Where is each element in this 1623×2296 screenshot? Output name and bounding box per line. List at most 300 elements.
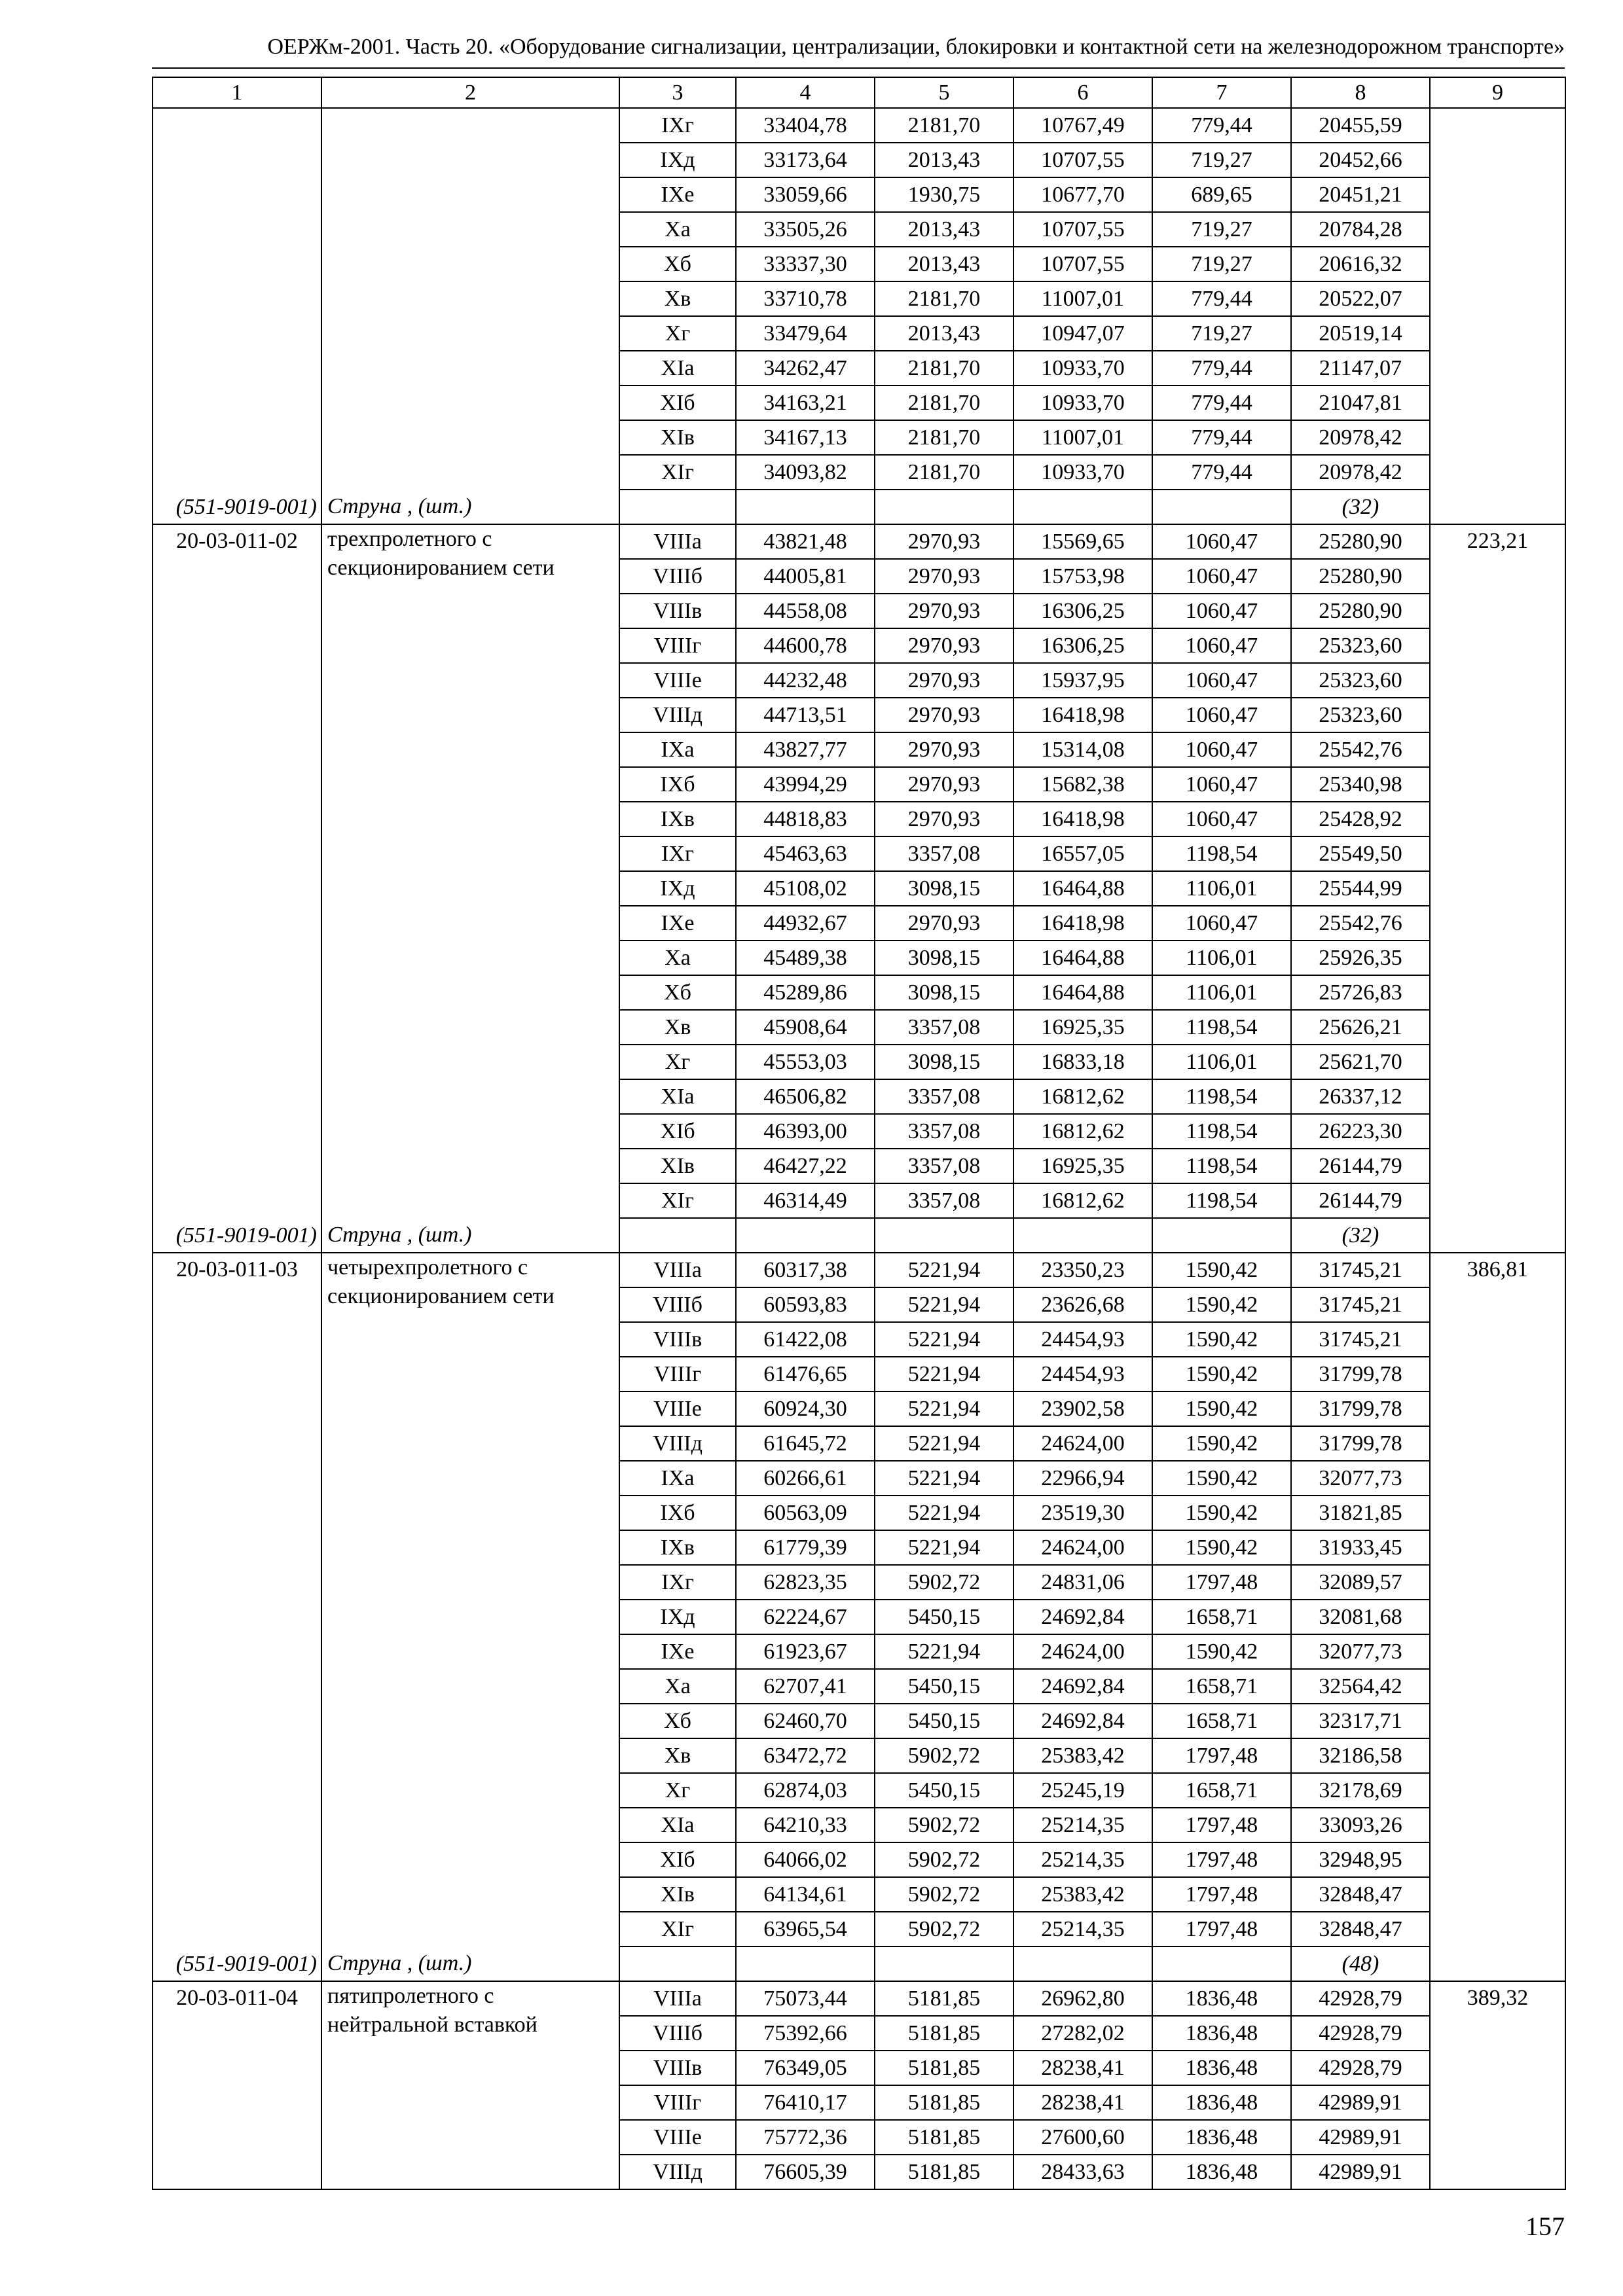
cell-col-4: 76605,39 xyxy=(736,2155,875,2189)
material-name: Струна , (шт.) xyxy=(321,490,619,524)
cell-col-7: 1590,42 xyxy=(1152,1530,1291,1565)
cell-col-8: 25340,98 xyxy=(1291,767,1430,802)
cell-col-8: 25280,90 xyxy=(1291,559,1430,594)
cell-col-6: 15314,08 xyxy=(1013,732,1152,767)
cell-col-4: 60317,38 xyxy=(736,1253,875,1287)
cell-col-7: 1106,01 xyxy=(1152,871,1291,906)
cell-col-7: 1060,47 xyxy=(1152,767,1291,802)
cell-col-5: 2970,93 xyxy=(875,698,1013,732)
cell-col-5: 2970,93 xyxy=(875,767,1013,802)
cell-col-8: 20451,21 xyxy=(1291,177,1430,212)
cell-col-7: 1060,47 xyxy=(1152,906,1291,941)
cell-col-4: 61779,39 xyxy=(736,1530,875,1565)
cell-col-4: 45489,38 xyxy=(736,941,875,975)
cell-col-8: 31799,78 xyxy=(1291,1426,1430,1461)
cell-col-8: 26144,79 xyxy=(1291,1183,1430,1218)
material-empty-cell xyxy=(736,1946,875,1981)
column-header-8: 8 xyxy=(1291,77,1430,108)
cell-col-8: 31821,85 xyxy=(1291,1496,1430,1530)
cell-col-6: 16812,62 xyxy=(1013,1114,1152,1149)
cell-col-6: 10947,07 xyxy=(1013,316,1152,351)
cell-col-6: 16306,25 xyxy=(1013,594,1152,628)
row-zone: Xг xyxy=(619,316,736,351)
column-header-3: 3 xyxy=(619,77,736,108)
cell-col-8: 26223,30 xyxy=(1291,1114,1430,1149)
material-empty-cell xyxy=(736,1218,875,1253)
price-table xyxy=(152,77,1566,2190)
cell-col-5: 5902,72 xyxy=(875,1565,1013,1600)
cell-col-4: 45908,64 xyxy=(736,1010,875,1045)
cell-col-7: 1590,42 xyxy=(1152,1496,1291,1530)
cell-col-4: 60924,30 xyxy=(736,1391,875,1426)
cell-col-8: 25542,76 xyxy=(1291,906,1430,941)
cell-col-5: 1930,75 xyxy=(875,177,1013,212)
cell-col-7: 1836,48 xyxy=(1152,2016,1291,2051)
cell-col-5: 5221,94 xyxy=(875,1253,1013,1287)
material-empty-cell xyxy=(1152,1218,1291,1253)
cell-col-8: 31745,21 xyxy=(1291,1287,1430,1322)
row-zone: VIIIв xyxy=(619,594,736,628)
cell-col-6: 16418,98 xyxy=(1013,802,1152,836)
cell-col-6: 24454,93 xyxy=(1013,1357,1152,1391)
cell-col-5: 2970,93 xyxy=(875,802,1013,836)
cell-col-7: 1836,48 xyxy=(1152,2120,1291,2155)
cell-col-5: 2013,43 xyxy=(875,247,1013,281)
cell-col-6: 15753,98 xyxy=(1013,559,1152,594)
cell-col-6: 23519,30 xyxy=(1013,1496,1152,1530)
cell-col-7: 719,27 xyxy=(1152,316,1291,351)
cell-col-7: 1198,54 xyxy=(1152,836,1291,871)
cell-col-7: 1658,71 xyxy=(1152,1669,1291,1704)
cell-col-7: 1060,47 xyxy=(1152,802,1291,836)
cell-col-4: 43821,48 xyxy=(736,524,875,559)
cell-col-6: 23902,58 xyxy=(1013,1391,1152,1426)
cell-col-6: 16418,98 xyxy=(1013,698,1152,732)
cell-col-8: 32077,73 xyxy=(1291,1634,1430,1669)
cell-col-6: 22966,94 xyxy=(1013,1461,1152,1496)
material-row xyxy=(153,1218,1565,1253)
table-row xyxy=(153,1981,1565,2016)
cell-col-6: 16464,88 xyxy=(1013,975,1152,1010)
cell-col-6: 24624,00 xyxy=(1013,1634,1152,1669)
cell-col-8: 42928,79 xyxy=(1291,2016,1430,2051)
cell-col-4: 60563,09 xyxy=(736,1496,875,1530)
cell-col-6: 25214,35 xyxy=(1013,1842,1152,1877)
cell-col-5: 5221,94 xyxy=(875,1322,1013,1357)
row-zone: VIIIе xyxy=(619,2120,736,2155)
cell-col-6: 28238,41 xyxy=(1013,2085,1152,2120)
cell-col-5: 3357,08 xyxy=(875,1183,1013,1218)
cell-col-5: 5181,85 xyxy=(875,2155,1013,2189)
row-zone: IXе xyxy=(619,177,736,212)
cell-col-5: 5902,72 xyxy=(875,1738,1013,1773)
row-zone: IXг xyxy=(619,108,736,143)
cell-col-6: 27282,02 xyxy=(1013,2016,1152,2051)
cell-col-7: 719,27 xyxy=(1152,143,1291,177)
cell-col-6: 10707,55 xyxy=(1013,143,1152,177)
cell-col-8: 25323,60 xyxy=(1291,628,1430,663)
cell-col-4: 33337,30 xyxy=(736,247,875,281)
cell-col-6: 25214,35 xyxy=(1013,1912,1152,1946)
column-header-1: 1 xyxy=(153,77,321,108)
cell-col-7: 1590,42 xyxy=(1152,1634,1291,1669)
row-zone: IXб xyxy=(619,1496,736,1530)
cell-col-8: 32081,68 xyxy=(1291,1600,1430,1634)
row-zone: Xа xyxy=(619,1669,736,1704)
row-zone: XIг xyxy=(619,1912,736,1946)
material-empty-cell xyxy=(619,1218,736,1253)
material-empty-cell xyxy=(1152,490,1291,524)
row-zone: IXд xyxy=(619,1600,736,1634)
cell-col-4: 44005,81 xyxy=(736,559,875,594)
cell-col-8: 20978,42 xyxy=(1291,455,1430,490)
material-empty-cell xyxy=(875,490,1013,524)
cell-col-7: 1060,47 xyxy=(1152,628,1291,663)
cell-col-7: 1198,54 xyxy=(1152,1183,1291,1218)
row-zone: IXа xyxy=(619,732,736,767)
cell-col-7: 1658,71 xyxy=(1152,1773,1291,1808)
cell-col-5: 2970,93 xyxy=(875,559,1013,594)
row-name: трехпролетного с секционированием сети xyxy=(321,524,619,1218)
column-header-row xyxy=(153,77,1565,108)
cell-col-4: 63472,72 xyxy=(736,1738,875,1773)
cell-col-8: 25621,70 xyxy=(1291,1045,1430,1079)
cell-col-7: 719,27 xyxy=(1152,247,1291,281)
row-zone: VIIIг xyxy=(619,628,736,663)
cell-col-4: 61645,72 xyxy=(736,1426,875,1461)
cell-col-9: 386,81 xyxy=(1430,1253,1565,1981)
cell-col-5: 3357,08 xyxy=(875,1149,1013,1183)
row-zone: VIIIб xyxy=(619,2016,736,2051)
cell-col-8: 32848,47 xyxy=(1291,1877,1430,1912)
cell-col-6: 16812,62 xyxy=(1013,1079,1152,1114)
cell-col-8: 32848,47 xyxy=(1291,1912,1430,1946)
row-zone: Xв xyxy=(619,1738,736,1773)
cell-col-4: 43994,29 xyxy=(736,767,875,802)
cell-col-4: 61923,67 xyxy=(736,1634,875,1669)
cell-col-8: 31799,78 xyxy=(1291,1357,1430,1391)
column-header-9: 9 xyxy=(1430,77,1565,108)
cell-col-5: 5902,72 xyxy=(875,1877,1013,1912)
cell-col-5: 2181,70 xyxy=(875,420,1013,455)
cell-col-5: 3357,08 xyxy=(875,836,1013,871)
cell-col-7: 1658,71 xyxy=(1152,1600,1291,1634)
row-zone: VIIIг xyxy=(619,1357,736,1391)
cell-col-5: 5450,15 xyxy=(875,1600,1013,1634)
cell-col-4: 33173,64 xyxy=(736,143,875,177)
cell-col-5: 2970,93 xyxy=(875,628,1013,663)
cell-col-8: 20784,28 xyxy=(1291,212,1430,247)
cell-col-6: 27600,60 xyxy=(1013,2120,1152,2155)
cell-col-5: 5902,72 xyxy=(875,1912,1013,1946)
cell-col-4: 46314,49 xyxy=(736,1183,875,1218)
cell-col-4: 64066,02 xyxy=(736,1842,875,1877)
material-quantity: (32) xyxy=(1291,1218,1430,1253)
cell-col-7: 1590,42 xyxy=(1152,1461,1291,1496)
cell-col-9: 389,32 xyxy=(1430,1981,1565,2189)
cell-col-6: 24624,00 xyxy=(1013,1426,1152,1461)
row-zone: Xв xyxy=(619,1010,736,1045)
cell-col-5: 3098,15 xyxy=(875,941,1013,975)
cell-col-7: 779,44 xyxy=(1152,108,1291,143)
cell-col-6: 10933,70 xyxy=(1013,455,1152,490)
row-zone: IXг xyxy=(619,836,736,871)
row-zone: VIIIе xyxy=(619,663,736,698)
row-zone: VIIIа xyxy=(619,524,736,559)
cell-col-6: 16812,62 xyxy=(1013,1183,1152,1218)
cell-col-4: 63965,54 xyxy=(736,1912,875,1946)
cell-col-7: 1797,48 xyxy=(1152,1912,1291,1946)
cell-col-5: 5221,94 xyxy=(875,1426,1013,1461)
cell-col-5: 5221,94 xyxy=(875,1391,1013,1426)
cell-col-7: 1797,48 xyxy=(1152,1842,1291,1877)
cell-col-6: 16418,98 xyxy=(1013,906,1152,941)
material-empty-cell xyxy=(1013,1218,1152,1253)
cell-col-4: 60593,83 xyxy=(736,1287,875,1322)
row-code xyxy=(153,108,321,490)
material-code: (551-9019-001) xyxy=(153,1218,321,1253)
cell-col-5: 2970,93 xyxy=(875,594,1013,628)
cell-col-7: 1836,48 xyxy=(1152,2085,1291,2120)
cell-col-6: 11007,01 xyxy=(1013,420,1152,455)
cell-col-6: 24831,06 xyxy=(1013,1565,1152,1600)
cell-col-8: 42989,91 xyxy=(1291,2155,1430,2189)
cell-col-7: 1060,47 xyxy=(1152,559,1291,594)
cell-col-7: 1060,47 xyxy=(1152,732,1291,767)
row-zone: XIб xyxy=(619,386,736,420)
cell-col-7: 1106,01 xyxy=(1152,1045,1291,1079)
cell-col-4: 44713,51 xyxy=(736,698,875,732)
cell-col-7: 779,44 xyxy=(1152,420,1291,455)
cell-col-5: 5221,94 xyxy=(875,1634,1013,1669)
row-zone: IXв xyxy=(619,1530,736,1565)
cell-col-8: 26144,79 xyxy=(1291,1149,1430,1183)
row-zone: Xг xyxy=(619,1773,736,1808)
row-zone: Xг xyxy=(619,1045,736,1079)
cell-col-7: 1198,54 xyxy=(1152,1079,1291,1114)
cell-col-8: 32077,73 xyxy=(1291,1461,1430,1496)
cell-col-4: 62823,35 xyxy=(736,1565,875,1600)
cell-col-5: 5902,72 xyxy=(875,1808,1013,1842)
cell-col-4: 34167,13 xyxy=(736,420,875,455)
cell-col-4: 44558,08 xyxy=(736,594,875,628)
row-zone: XIв xyxy=(619,1149,736,1183)
cell-col-7: 779,44 xyxy=(1152,386,1291,420)
cell-col-6: 10767,49 xyxy=(1013,108,1152,143)
cell-col-6: 10707,55 xyxy=(1013,212,1152,247)
cell-col-7: 1590,42 xyxy=(1152,1357,1291,1391)
cell-col-6: 24454,93 xyxy=(1013,1322,1152,1357)
material-empty-cell xyxy=(875,1946,1013,1981)
cell-col-4: 62460,70 xyxy=(736,1704,875,1738)
cell-col-4: 33505,26 xyxy=(736,212,875,247)
row-code: 20-03-011-04 xyxy=(153,1981,321,2189)
material-name: Струна , (шт.) xyxy=(321,1218,619,1253)
cell-col-4: 61422,08 xyxy=(736,1322,875,1357)
row-code: 20-03-011-03 xyxy=(153,1253,321,1946)
cell-col-7: 1060,47 xyxy=(1152,663,1291,698)
header-rule xyxy=(152,67,1565,69)
cell-col-6: 16464,88 xyxy=(1013,941,1152,975)
row-zone: Xб xyxy=(619,247,736,281)
cell-col-4: 44232,48 xyxy=(736,663,875,698)
cell-col-5: 2181,70 xyxy=(875,386,1013,420)
cell-col-4: 76349,05 xyxy=(736,2051,875,2085)
cell-col-8: 25428,92 xyxy=(1291,802,1430,836)
cell-col-8: 20522,07 xyxy=(1291,281,1430,316)
cell-col-4: 44818,83 xyxy=(736,802,875,836)
cell-col-7: 1836,48 xyxy=(1152,2051,1291,2085)
cell-col-7: 1797,48 xyxy=(1152,1565,1291,1600)
row-zone: Xб xyxy=(619,1704,736,1738)
cell-col-6: 25383,42 xyxy=(1013,1877,1152,1912)
cell-col-9: 223,21 xyxy=(1430,524,1565,1253)
row-zone: Xв xyxy=(619,281,736,316)
cell-col-8: 32564,42 xyxy=(1291,1669,1430,1704)
cell-col-8: 42989,91 xyxy=(1291,2085,1430,2120)
row-zone: XIб xyxy=(619,1842,736,1877)
cell-col-6: 25245,19 xyxy=(1013,1773,1152,1808)
cell-col-7: 779,44 xyxy=(1152,455,1291,490)
cell-col-5: 5450,15 xyxy=(875,1704,1013,1738)
table-body xyxy=(153,77,1565,2189)
cell-col-5: 2970,93 xyxy=(875,524,1013,559)
row-zone: IXг xyxy=(619,1565,736,1600)
cell-col-5: 5181,85 xyxy=(875,2120,1013,2155)
cell-col-5: 5181,85 xyxy=(875,2016,1013,2051)
cell-col-8: 31745,21 xyxy=(1291,1253,1430,1287)
material-empty-cell xyxy=(1152,1946,1291,1981)
cell-col-6: 15569,65 xyxy=(1013,524,1152,559)
cell-col-5: 2970,93 xyxy=(875,906,1013,941)
cell-col-4: 62224,67 xyxy=(736,1600,875,1634)
cell-col-8: 25626,21 xyxy=(1291,1010,1430,1045)
cell-col-7: 1658,71 xyxy=(1152,1704,1291,1738)
cell-col-6: 26962,80 xyxy=(1013,1981,1152,2016)
cell-col-6: 16557,05 xyxy=(1013,836,1152,871)
material-row xyxy=(153,490,1565,524)
row-zone: XIб xyxy=(619,1114,736,1149)
cell-col-5: 2970,93 xyxy=(875,732,1013,767)
material-empty-cell xyxy=(736,490,875,524)
cell-col-5: 3357,08 xyxy=(875,1010,1013,1045)
table-row xyxy=(153,524,1565,559)
cell-col-6: 10707,55 xyxy=(1013,247,1152,281)
cell-col-4: 64210,33 xyxy=(736,1808,875,1842)
table-row xyxy=(153,108,1565,143)
column-header-4: 4 xyxy=(736,77,875,108)
row-zone: Xб xyxy=(619,975,736,1010)
cell-col-4: 61476,65 xyxy=(736,1357,875,1391)
cell-col-6: 10677,70 xyxy=(1013,177,1152,212)
material-code: (551-9019-001) xyxy=(153,490,321,524)
cell-col-7: 719,27 xyxy=(1152,212,1291,247)
cell-col-4: 34163,21 xyxy=(736,386,875,420)
cell-col-6: 24624,00 xyxy=(1013,1530,1152,1565)
column-header-5: 5 xyxy=(875,77,1013,108)
cell-col-9 xyxy=(1430,108,1565,524)
cell-col-8: 25544,99 xyxy=(1291,871,1430,906)
cell-col-7: 1106,01 xyxy=(1152,975,1291,1010)
cell-col-8: 20452,66 xyxy=(1291,143,1430,177)
cell-col-8: 26337,12 xyxy=(1291,1079,1430,1114)
cell-col-5: 3098,15 xyxy=(875,871,1013,906)
row-zone: IXд xyxy=(619,871,736,906)
cell-col-8: 32178,69 xyxy=(1291,1773,1430,1808)
cell-col-8: 20978,42 xyxy=(1291,420,1430,455)
material-empty-cell xyxy=(619,490,736,524)
cell-col-7: 1060,47 xyxy=(1152,524,1291,559)
cell-col-5: 2181,70 xyxy=(875,351,1013,386)
cell-col-6: 15682,38 xyxy=(1013,767,1152,802)
cell-col-8: 20616,32 xyxy=(1291,247,1430,281)
cell-col-7: 1836,48 xyxy=(1152,2155,1291,2189)
cell-col-7: 1590,42 xyxy=(1152,1391,1291,1426)
cell-col-6: 23350,23 xyxy=(1013,1253,1152,1287)
cell-col-7: 1590,42 xyxy=(1152,1426,1291,1461)
row-zone: VIIIа xyxy=(619,1253,736,1287)
row-zone: IXа xyxy=(619,1461,736,1496)
row-zone: XIг xyxy=(619,1183,736,1218)
cell-col-4: 60266,61 xyxy=(736,1461,875,1496)
material-empty-cell xyxy=(619,1946,736,1981)
cell-col-4: 34093,82 xyxy=(736,455,875,490)
page-header-title: ОЕРЖм-2001. Часть 20. «Оборудование сигнализации, централизации, блокировки и контактной сети на железнодорожном транспорте» xyxy=(267,35,1565,59)
cell-col-5: 5181,85 xyxy=(875,1981,1013,2016)
row-zone: IXв xyxy=(619,802,736,836)
column-header-2: 2 xyxy=(321,77,619,108)
cell-col-4: 46427,22 xyxy=(736,1149,875,1183)
cell-col-6: 10933,70 xyxy=(1013,386,1152,420)
material-code: (551-9019-001) xyxy=(153,1946,321,1981)
cell-col-4: 75073,44 xyxy=(736,1981,875,2016)
row-zone: Xа xyxy=(619,212,736,247)
cell-col-8: 20519,14 xyxy=(1291,316,1430,351)
cell-col-6: 25383,42 xyxy=(1013,1738,1152,1773)
cell-col-6: 11007,01 xyxy=(1013,281,1152,316)
cell-col-8: 33093,26 xyxy=(1291,1808,1430,1842)
row-zone: VIIIб xyxy=(619,1287,736,1322)
row-zone: VIIIг xyxy=(619,2085,736,2120)
cell-col-5: 3098,15 xyxy=(875,1045,1013,1079)
cell-col-8: 21147,07 xyxy=(1291,351,1430,386)
cell-col-6: 24692,84 xyxy=(1013,1600,1152,1634)
cell-col-5: 2013,43 xyxy=(875,212,1013,247)
cell-col-7: 1590,42 xyxy=(1152,1287,1291,1322)
cell-col-7: 1797,48 xyxy=(1152,1877,1291,1912)
cell-col-6: 23626,68 xyxy=(1013,1287,1152,1322)
cell-col-7: 1106,01 xyxy=(1152,941,1291,975)
cell-col-6: 16464,88 xyxy=(1013,871,1152,906)
cell-col-6: 16306,25 xyxy=(1013,628,1152,663)
row-zone: IXд xyxy=(619,143,736,177)
material-empty-cell xyxy=(1013,490,1152,524)
cell-col-4: 44600,78 xyxy=(736,628,875,663)
cell-col-4: 33710,78 xyxy=(736,281,875,316)
cell-col-7: 1060,47 xyxy=(1152,594,1291,628)
cell-col-7: 1198,54 xyxy=(1152,1149,1291,1183)
material-quantity: (48) xyxy=(1291,1946,1430,1981)
cell-col-5: 2013,43 xyxy=(875,316,1013,351)
cell-col-6: 24692,84 xyxy=(1013,1704,1152,1738)
cell-col-8: 32317,71 xyxy=(1291,1704,1430,1738)
row-code: 20-03-011-02 xyxy=(153,524,321,1218)
cell-col-5: 2181,70 xyxy=(875,108,1013,143)
material-empty-cell xyxy=(875,1218,1013,1253)
cell-col-5: 5902,72 xyxy=(875,1842,1013,1877)
cell-col-5: 5221,94 xyxy=(875,1287,1013,1322)
cell-col-8: 32089,57 xyxy=(1291,1565,1430,1600)
